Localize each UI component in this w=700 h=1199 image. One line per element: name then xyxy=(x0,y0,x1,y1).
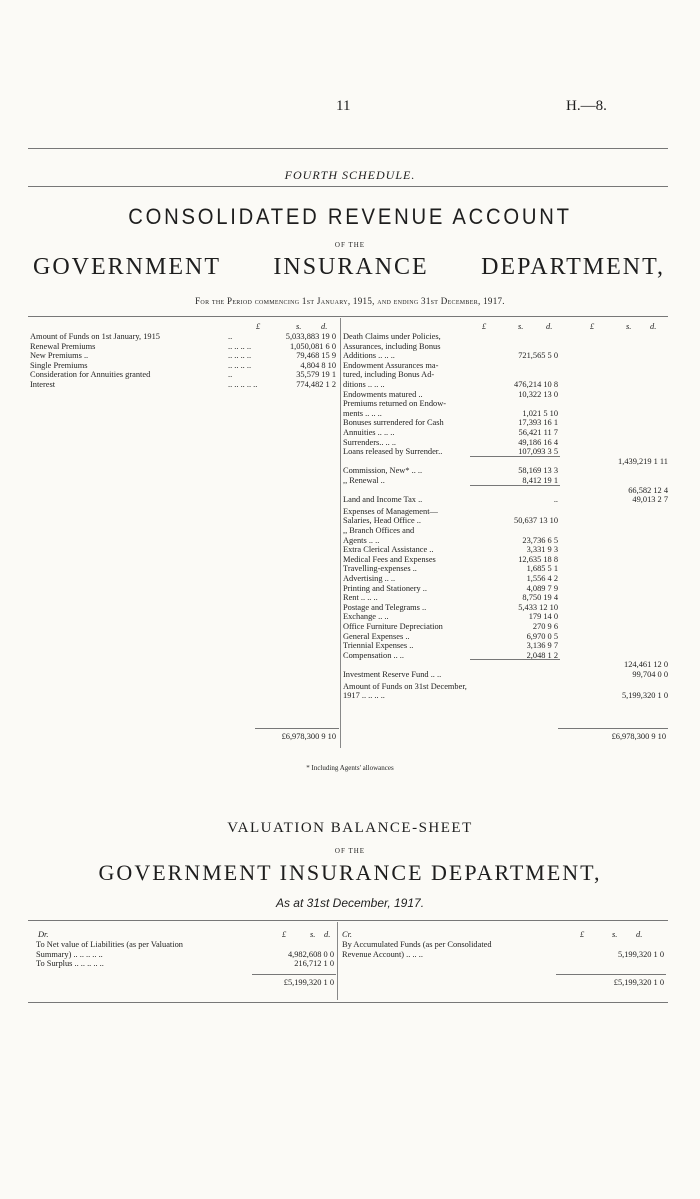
payment-amount-inner: 476,214 10 8 xyxy=(514,380,558,389)
payment-label: Investment Reserve Fund .. .. xyxy=(343,670,442,679)
payment-label: ,, Renewal .. xyxy=(343,476,385,485)
payment-label: Travelling-expenses .. xyxy=(343,564,417,574)
balance-dr-total: £5,199,320 1 0 xyxy=(283,978,334,987)
payments-col1-pound-header: £ xyxy=(482,322,487,331)
payment-label: Assurances, including Bonus xyxy=(343,341,441,351)
payment-label: General Expenses .. xyxy=(343,631,410,641)
payment-label: Annuities .. .. .. xyxy=(343,428,395,437)
payment-label: Triennial Expenses .. xyxy=(343,641,414,651)
document-reference: H.—8. xyxy=(566,98,607,114)
top-rule xyxy=(28,148,668,149)
payment-label: 1917 .. .. .. .. xyxy=(343,691,385,701)
revenue-period: For the Period commencing 1st January, 1915, and ending 31st December, 1917. xyxy=(195,296,505,306)
payment-amount-inner: 58,169 13 3 xyxy=(518,466,558,476)
revenue-title-of: OF THE xyxy=(334,241,366,249)
payment-amount-inner: 179 14 0 xyxy=(528,612,558,622)
payment-label: ments .. .. .. xyxy=(343,408,382,418)
receipt-leader: .. .. .. .. xyxy=(228,351,252,361)
receipts-pence-header: d. xyxy=(321,322,328,331)
revenue-title-line2 xyxy=(33,254,665,281)
receipt-label: New Premiums .. xyxy=(30,351,89,361)
receipts-total: £6,978,300 9 10 xyxy=(281,732,336,741)
receipts-shilling-header: s. xyxy=(296,322,302,331)
payment-label: Surrenders.. .. .. xyxy=(343,437,397,447)
receipt-label: Amount of Funds on 1st January, 1915 xyxy=(30,332,160,341)
payment-amount-inner: 49,186 16 4 xyxy=(518,437,558,447)
receipt-amount: 1,050,081 6 0 xyxy=(289,341,336,351)
payment-label: Rent .. .. .. xyxy=(343,593,378,603)
payment-label: Death Claims under Policies, xyxy=(343,332,441,341)
receipt-amount: 79,468 15 9 xyxy=(296,351,336,361)
receipt-amount: 35,579 19 1 xyxy=(296,370,336,380)
payment-label: Loans released by Surrender.. xyxy=(343,447,443,457)
payments-col1-shilling-header: s. xyxy=(518,322,524,331)
payment-label: Postage and Telegrams .. xyxy=(343,602,427,612)
payments-total-rule xyxy=(558,728,668,729)
page-number: 11 xyxy=(336,98,351,114)
payment-amount-inner: 10,322 13 0 xyxy=(518,389,558,399)
balance-cr-label-row: By Accumulated Funds (as per Consolidated xyxy=(342,940,492,949)
balance-title-line2: GOVERNMENT INSURANCE DEPARTMENT, xyxy=(98,860,602,885)
payment-amount-inner: 1,685 5 1 xyxy=(526,564,558,574)
payment-label: Office Furniture Depreciation xyxy=(343,622,443,631)
payment-amount-inner: 1,021 5 10 xyxy=(522,408,558,418)
balance-cr-label: Cr. xyxy=(342,930,353,939)
payment-amount-total: 99,704 0 0 xyxy=(632,670,668,679)
balance-cr-total-rule xyxy=(556,974,666,975)
payment-amount-inner: 50,637 13 10 xyxy=(514,516,558,526)
payment-subtotal-rule xyxy=(470,485,560,486)
schedule-rule xyxy=(28,186,668,187)
payment-amount-inner: 6,970 0 5 xyxy=(526,631,558,641)
payment-amount-total: 124,461 12 0 xyxy=(624,660,668,670)
payment-amount-inner: 721,565 5 0 xyxy=(518,351,558,361)
payment-amount-inner: 1,556 4 2 xyxy=(526,574,558,583)
balance-as-at: As at 31st December, 1917. xyxy=(275,896,425,910)
balance-cr-total: £5,199,320 1 0 xyxy=(613,978,664,987)
payment-amount-inner: 3,136 9 7 xyxy=(526,641,558,651)
receipt-leader: .. .. .. .. xyxy=(228,360,252,370)
receipt-label: Consideration for Annuities granted xyxy=(30,370,151,380)
balance-title-line1: VALUATION BALANCE-SHEET xyxy=(227,820,473,836)
revenue-title-word-1: GOVERNMENT xyxy=(33,254,221,280)
payments-col2-pence-header: d. xyxy=(650,322,657,331)
balance-dr-pound-header: £ xyxy=(282,930,287,939)
payment-amount-inner: 3,331 9 3 xyxy=(526,545,558,555)
receipts-total-rule xyxy=(255,728,339,729)
schedule-title: FOURTH SCHEDULE. xyxy=(284,168,416,182)
payment-label: Compensation .. .. xyxy=(343,650,404,660)
receipt-amount: 4,804 8 10 xyxy=(300,360,336,370)
receipt-label: Renewal Premiums xyxy=(30,341,96,351)
receipts-pound-header: £ xyxy=(256,322,261,331)
payment-label: Bonuses surrendered for Cash xyxy=(343,418,444,428)
payment-label: tured, including Bonus Ad- xyxy=(343,370,435,380)
balance-cr-amount: 5,199,320 1 0 xyxy=(617,949,664,959)
bottom-rule xyxy=(28,1002,668,1003)
receipt-leader: .. xyxy=(228,370,233,380)
payment-amount-inner: 5,433 12 10 xyxy=(518,602,558,612)
balance-cr-pound-header: £ xyxy=(580,930,585,939)
balance-divider xyxy=(337,922,338,1000)
balance-cr-pence-header: d. xyxy=(636,930,643,939)
receipt-amount: 774,482 1 2 xyxy=(296,380,336,389)
payment-label: Endowment Assurances ma- xyxy=(343,360,439,370)
payment-amount-inner: 4,089 7 9 xyxy=(526,583,558,593)
payment-label: Printing and Stationery .. xyxy=(343,583,427,593)
payment-label: Land and Income Tax .. xyxy=(343,495,423,505)
payment-amount-inner: 8,412 19 1 xyxy=(522,476,558,485)
payment-label: Premiums returned on Endow- xyxy=(343,399,447,409)
payments-col2-pound-header: £ xyxy=(590,322,595,331)
payment-subtotal-rule xyxy=(470,659,560,660)
balance-dr-pence-header: d. xyxy=(324,930,331,939)
payment-label: Exchange .. .. xyxy=(343,612,389,622)
balance-dr-label: Dr. xyxy=(38,930,49,939)
payment-amount-total: 66,582 12 4 xyxy=(628,485,668,495)
balance-dr-shilling-header: s. xyxy=(310,930,316,939)
revenue-title-word-3: DEPARTMENT, xyxy=(481,254,665,280)
balance-title-of: OF THE xyxy=(334,847,366,855)
payment-amount-inner: 23,736 6 5 xyxy=(522,535,558,545)
payment-label: Agents .. .. xyxy=(343,535,380,545)
payment-amount-inner: 270 9 6 xyxy=(532,622,558,631)
payment-amount-total: 5,199,320 1 0 xyxy=(621,691,668,701)
receipt-leader: .. xyxy=(228,332,233,341)
payment-amount-inner: 12,635 18 8 xyxy=(518,554,558,564)
payment-amount-inner: 17,393 16 1 xyxy=(518,418,558,428)
balance-dr-amount: 216,712 1 0 xyxy=(294,959,334,969)
balance-cr-label-row: Revenue Account) .. .. .. xyxy=(342,949,423,959)
payment-label: Additions .. .. .. xyxy=(343,351,395,361)
payment-label: ditions .. .. .. xyxy=(343,380,385,389)
payment-amount-inner: .. xyxy=(553,495,558,505)
payments-total: £6,978,300 9 10 xyxy=(611,732,666,741)
payment-amount-total: 49,013 2 7 xyxy=(632,495,668,505)
balance-dr-total-rule xyxy=(252,974,336,975)
revenue-table-top-rule xyxy=(28,316,668,317)
receipt-label: Interest xyxy=(30,380,56,389)
receipt-leader: .. .. .. .. .. xyxy=(228,380,258,389)
balance-dr-amount: 4,982,608 0 0 xyxy=(287,949,334,959)
payment-amount-inner: 8,750 19 4 xyxy=(522,593,558,603)
footnote: * Including Agents' allowances xyxy=(306,764,394,772)
balance-dr-label-row: Summary) .. .. .. .. .. xyxy=(36,949,103,959)
receipt-amount: 5,033,883 19 0 xyxy=(285,332,336,341)
balance-dr-label-row: To Surplus .. .. .. .. .. xyxy=(36,959,104,969)
payments-col2-shilling-header: s. xyxy=(626,322,632,331)
balance-cr-shilling-header: s. xyxy=(612,930,618,939)
payments-col1-pence-header: d. xyxy=(546,322,553,331)
receipt-label: Single Premiums xyxy=(30,360,88,370)
payment-label: Extra Clerical Assistance .. xyxy=(343,545,434,555)
balance-top-rule xyxy=(28,920,668,921)
payment-amount-total: 1,439,219 1 11 xyxy=(618,456,668,466)
payment-label: Endowments matured .. xyxy=(343,389,423,399)
payment-label: Medical Fees and Expenses xyxy=(343,554,436,564)
payment-label: Salaries, Head Office .. xyxy=(343,516,421,526)
payment-subtotal-rule xyxy=(470,456,560,457)
payment-label: Expenses of Management— xyxy=(343,506,438,516)
revenue-title-word-2: INSURANCE xyxy=(273,254,429,280)
payment-label: ,, Branch Offices and xyxy=(343,526,415,535)
receipt-leader: .. .. .. .. xyxy=(228,341,252,351)
payment-label: Advertising .. .. xyxy=(343,574,396,583)
revenue-table-divider xyxy=(340,318,341,748)
payment-amount-inner: 2,048 1 2 xyxy=(526,650,558,660)
payment-amount-inner: 107,093 3 5 xyxy=(518,447,558,457)
balance-dr-label-row: To Net value of Liabilities (as per Valuation xyxy=(36,940,183,949)
revenue-title-line1: CONSOLIDATED REVENUE ACCOUNT xyxy=(128,204,572,229)
payment-label: Amount of Funds on 31st December, xyxy=(343,681,467,691)
payment-amount-inner: 56,421 11 7 xyxy=(518,428,558,437)
payment-label: Commission, New* .. .. xyxy=(343,466,423,476)
